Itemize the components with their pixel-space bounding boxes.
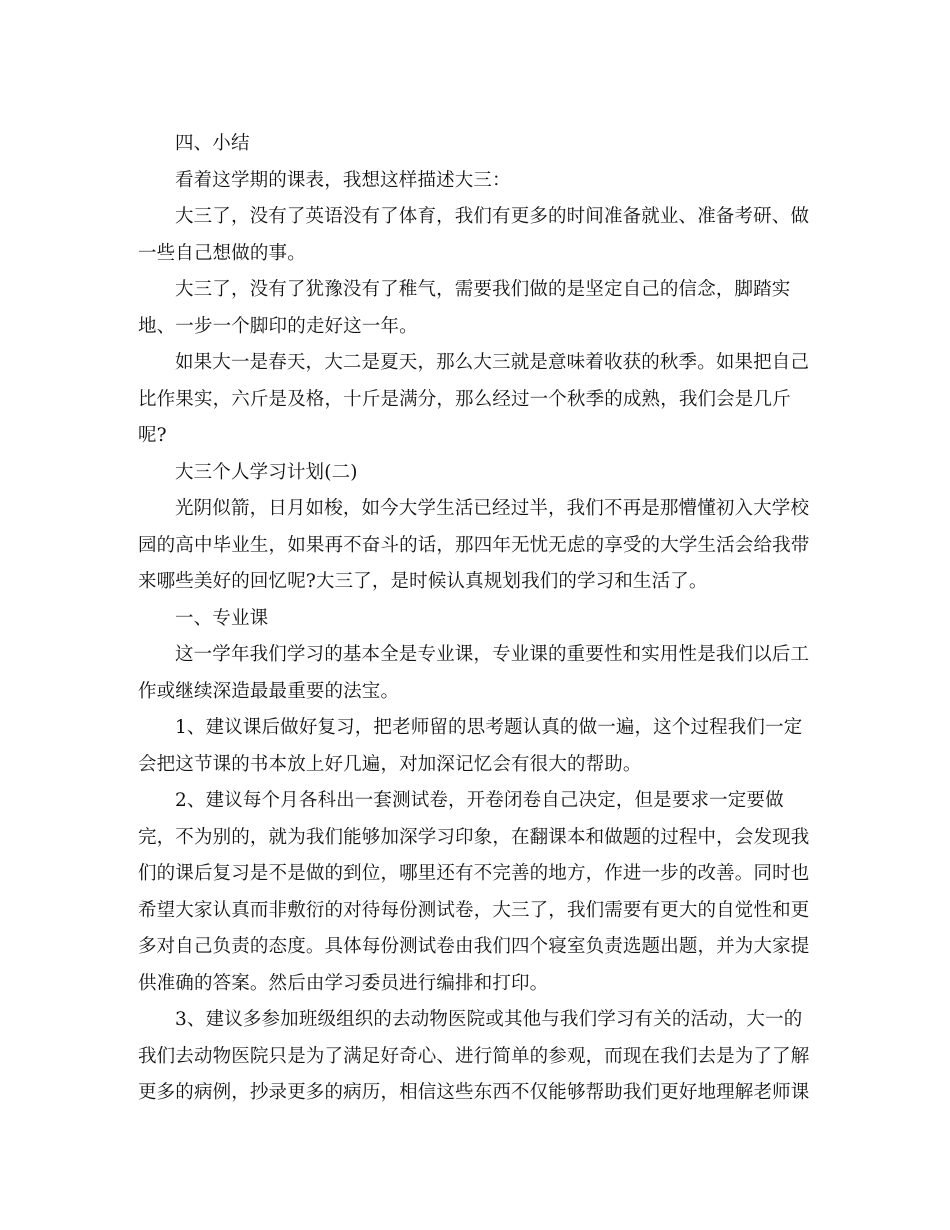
paragraph (138, 163, 810, 200)
text-line: 大三了，没有了犹豫没有了稚气，需要我们做的是坚定自己的信念，脚踏实 (175, 279, 791, 300)
text-line: 3、建议多参加班级组织的去动物医院或其他与我们学习有关的活动，大一的 (175, 1009, 803, 1030)
paragraph (138, 491, 810, 601)
text-line: 地、一步一个脚印的走好这一年。 (138, 315, 418, 337)
paragraph (138, 455, 810, 492)
text-line: 四、小结 (175, 133, 250, 154)
text-line: 供准确的答案。然后由学习委员进行编排和打印。 (138, 972, 549, 994)
text-line: 希望大家认真而非敷衍的对待每份测试卷，大三了，我们需要有更大的自觉性和更 (138, 899, 810, 921)
text-line: 2、建议每个月各科出一套测试卷，开卷闭卷自己决定，但是要求一定要做 (175, 790, 784, 811)
text-line: 一些自己想做的事。 (138, 242, 306, 264)
paragraph (138, 126, 810, 163)
paragraph (138, 199, 810, 272)
text-line: 呢? (138, 425, 167, 446)
text-line: 一、专业课 (175, 607, 269, 629)
text-line: 看着这学期的课表，我想这样描述大三： (175, 169, 511, 191)
paragraph (138, 345, 810, 455)
paragraph (138, 272, 810, 345)
text-line: 我们去动物医院只是为了满足好奇心、进行简单的参观，而现在我们去是为了了解 (138, 1045, 810, 1067)
text-line: 多对自己负责的态度。具体每份测试卷由我们四个寝室负责选题出题，并为大家提 (138, 936, 810, 957)
text-line: 大三个人学习计划(二) (175, 461, 358, 483)
text-line: 更多的病例，抄录更多的病历，相信这些东西不仅能够帮助我们更好地理解老师课 (138, 1082, 810, 1103)
text-line: 如果大一是春天，大二是夏天，那么大三就是意味着收获的秋季。如果把自己 (175, 352, 810, 373)
text-line: 光阴似箭，日月如梭，如今大学生活已经过半，我们不再是那懵懂初入大学校 (175, 498, 810, 519)
text-line: 比作果实，六斤是及格，十斤是满分，那么经过一个秋季的成熟，我们会是几斤 (138, 388, 791, 410)
text-line: 完，不为别的，就为我们能够加深学习印象，在翻课本和做题的过程中，会发现我 (138, 826, 810, 848)
paragraph (138, 1002, 810, 1112)
text-line: 作或继续深造最最重要的法宝。 (138, 680, 400, 702)
paragraph (138, 783, 810, 1002)
text-line: 会把这节课的书本放上好几遍，对加深记忆会有很大的帮助。 (138, 753, 642, 775)
text-line: 这一学年我们学习的基本全是专业课，专业课的重要性和实用性是我们以后工 (175, 644, 810, 665)
document-body (138, 126, 810, 1112)
text-line: 来哪些美好的回忆呢?大三了，是时候认真规划我们的学习和生活了。 (138, 571, 708, 592)
paragraph (138, 601, 810, 638)
text-line: 园的高中毕业生，如果再不奋斗的话，那四年无忧无虑的享受的大学生活会给我带 (138, 534, 810, 556)
text-line: 们的课后复习是不是做的到位，哪里还有不完善的地方，作进一步的改善。同时也 (138, 863, 810, 884)
text-line: 1、建议课后做好复习，把老师留的思考题认真的做一遍，这个过程我们一定 (175, 717, 803, 738)
paragraph (138, 710, 810, 783)
paragraph (138, 637, 810, 710)
text-line: 大三了，没有了英语没有了体育，我们有更多的时间准备就业、准备考研、做 (175, 206, 810, 227)
